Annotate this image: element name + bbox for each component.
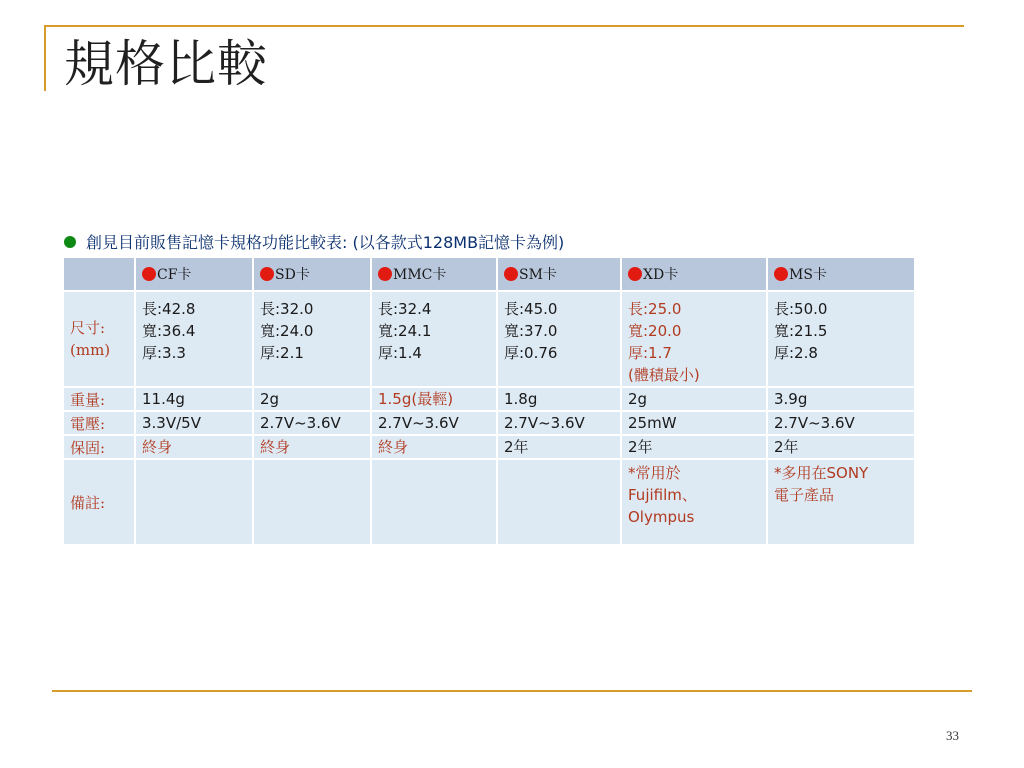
warranty-mmc: 終身	[371, 435, 497, 459]
header-empty-cell	[63, 257, 135, 291]
red-dot-icon	[260, 267, 274, 281]
red-dot-icon	[504, 267, 518, 281]
header-ms: MS卡	[767, 257, 915, 291]
weight-ms: 3.9g	[767, 387, 915, 411]
slide-title: 規格比較	[64, 35, 268, 93]
voltage-xd: 25mW	[621, 411, 767, 435]
bullet-icon	[64, 236, 76, 248]
warranty-sm: 2年	[497, 435, 621, 459]
table-header-row	[63, 257, 915, 291]
size-cf: 長:42.8 寬:36.4 厚:3.3	[135, 291, 253, 387]
warranty-label: 保固:	[63, 435, 135, 459]
size-mmc: 長:32.4 寬:24.1 厚:1.4	[371, 291, 497, 387]
notes-label: 備註:	[63, 459, 135, 545]
header-cf: CF卡	[135, 257, 253, 291]
red-dot-icon	[378, 267, 392, 281]
size-sd: 長:32.0 寬:24.0 厚:2.1	[253, 291, 371, 387]
size-xd: 長:25.0 寬:20.0 厚:1.7 (體積最小)	[621, 291, 767, 387]
notes-cf	[135, 459, 253, 545]
voltage-label: 電壓:	[63, 411, 135, 435]
notes-sd	[253, 459, 371, 545]
voltage-sm: 2.7V~3.6V	[497, 411, 621, 435]
header-sd: SD卡	[253, 257, 371, 291]
size-label: 尺寸: (mm)	[63, 291, 135, 387]
header-sm: SM卡	[497, 257, 621, 291]
red-dot-icon	[142, 267, 156, 281]
notes-sm	[497, 459, 621, 545]
notes-mmc	[371, 459, 497, 545]
footer-rule	[52, 690, 972, 692]
voltage-row	[63, 411, 915, 435]
warranty-cf: 終身	[135, 435, 253, 459]
weight-sm: 1.8g	[497, 387, 621, 411]
size-row	[63, 291, 915, 387]
weight-sd: 2g	[253, 387, 371, 411]
notes-ms: *多用在SONY 電子產品	[767, 459, 915, 545]
voltage-ms: 2.7V~3.6V	[767, 411, 915, 435]
warranty-ms: 2年	[767, 435, 915, 459]
warranty-xd: 2年	[621, 435, 767, 459]
warranty-sd: 終身	[253, 435, 371, 459]
weight-cf: 11.4g	[135, 387, 253, 411]
voltage-sd: 2.7V~3.6V	[253, 411, 371, 435]
voltage-mmc: 2.7V~3.6V	[371, 411, 497, 435]
table-caption	[64, 230, 564, 253]
size-sm: 長:45.0 寬:37.0 厚:0.76	[497, 291, 621, 387]
notes-row	[63, 459, 915, 545]
voltage-cf: 3.3V/5V	[135, 411, 253, 435]
title-top-rule	[44, 25, 964, 27]
weight-label: 重量:	[63, 387, 135, 411]
page-number: 33	[946, 728, 959, 743]
warranty-row	[63, 435, 915, 459]
header-mmc: MMC卡	[371, 257, 497, 291]
header-xd: XD卡	[621, 257, 767, 291]
spec-comparison-table	[62, 256, 916, 546]
title-left-rule	[44, 25, 46, 91]
notes-xd: *常用於 Fujifilm、 Olympus	[621, 459, 767, 545]
red-dot-icon	[628, 267, 642, 281]
size-ms: 長:50.0 寬:21.5 厚:2.8	[767, 291, 915, 387]
weight-mmc: 1.5g(最輕)	[371, 387, 497, 411]
red-dot-icon	[774, 267, 788, 281]
weight-xd: 2g	[621, 387, 767, 411]
caption-text: 創見目前販售記憶卡規格功能比較表: (以各款式128MB記憶卡為例)	[86, 233, 565, 252]
weight-row	[63, 387, 915, 411]
